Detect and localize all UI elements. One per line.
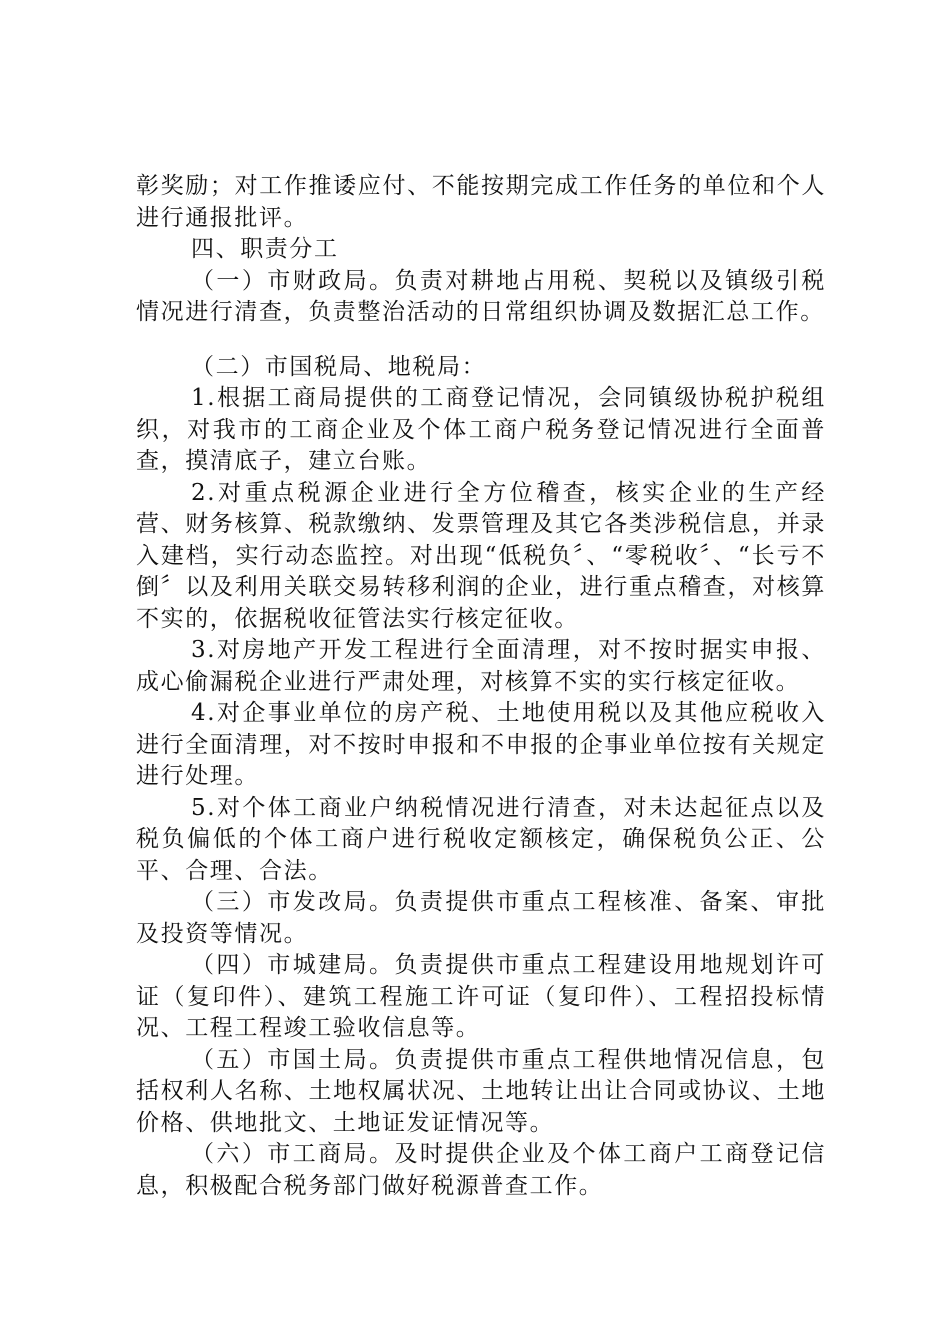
paragraph-industry-commerce-bureau: （六）市工商局。及时提供企业及个体工商户工商登记信息，积极配合税务部门做好税源普查工作。 (136, 1141, 826, 1199)
paragraph-urban-construction-bureau: （四）市城建局。负责提供市重点工程建设用地规划许可证（复印件）、建筑工程施工许可证（复印件）、工程招投标情况、工程工程竣工验收信息等。 (136, 952, 826, 1041)
section-heading-duties: 四、职责分工 (191, 236, 339, 262)
paragraph-tax-item-5: 5.对个体工商业户纳税情况进行清查，对未达起征点以及税负偏低的个体工商户进行税收定额核定，确保税负公正、公平、合理、合法。 (136, 794, 826, 884)
paragraph-land-bureau: （五）市国土局。负责提供市重点工程供地情况信息，包括权利人名称、土地权属状况、土地转让出让合同或协议、土地价格、供地批文、土地证发证情况等。 (136, 1046, 826, 1136)
paragraph-development-bureau: （三）市发改局。负责提供市重点工程核准、备案、审批及投资等情况。 (136, 889, 826, 947)
paragraph-tax-item-2: 2.对重点税源企业进行全方位稽查，核实企业的生产经营、财务核算、税款缴纳、发票管理及其它各类涉税信息，并录入建档，实行动态监控。对出现“低税负〞、“零税收〞、“长亏不倒〞以及利用关联交易转移利润的企业，进行重点稽查，对核算不实的，依据税收征管法实行核定征收。 (136, 479, 826, 632)
paragraph-tax-item-4: 4.对企事业单位的房产税、土地使用税以及其他应税收入进行全面清理，对不按时申报和不申报的企事业单位按有关规定进行处理。 (136, 700, 826, 789)
paragraph-finance-bureau: （一）市财政局。负责对耕地占用税、契税以及镇级引税情况进行清查，负责整治活动的日常组织协调及数据汇总工作。 (136, 267, 826, 325)
paragraph-tax-item-3: 3.对房地产开发工程进行全面清理，对不按时据实申报、成心偷漏税企业进行严肃处理，对核算不实的实行核定征收。 (136, 637, 826, 695)
document-page (136, 171, 826, 1202)
paragraph-tax-item-1: 1.根据工商局提供的工商登记情况，会同镇级协税护税组织，对我市的工商企业及个体工商户税务登记情况进行全面普查，摸清底子，建立台账。 (136, 385, 826, 474)
paragraph-continuation: 彰奖励；对工作推诿应付、不能按期完成工作任务的单位和个人进行通报批评。 (136, 173, 826, 231)
paragraph-tax-bureaus-heading: （二）市国税局、地税局： (191, 353, 487, 380)
